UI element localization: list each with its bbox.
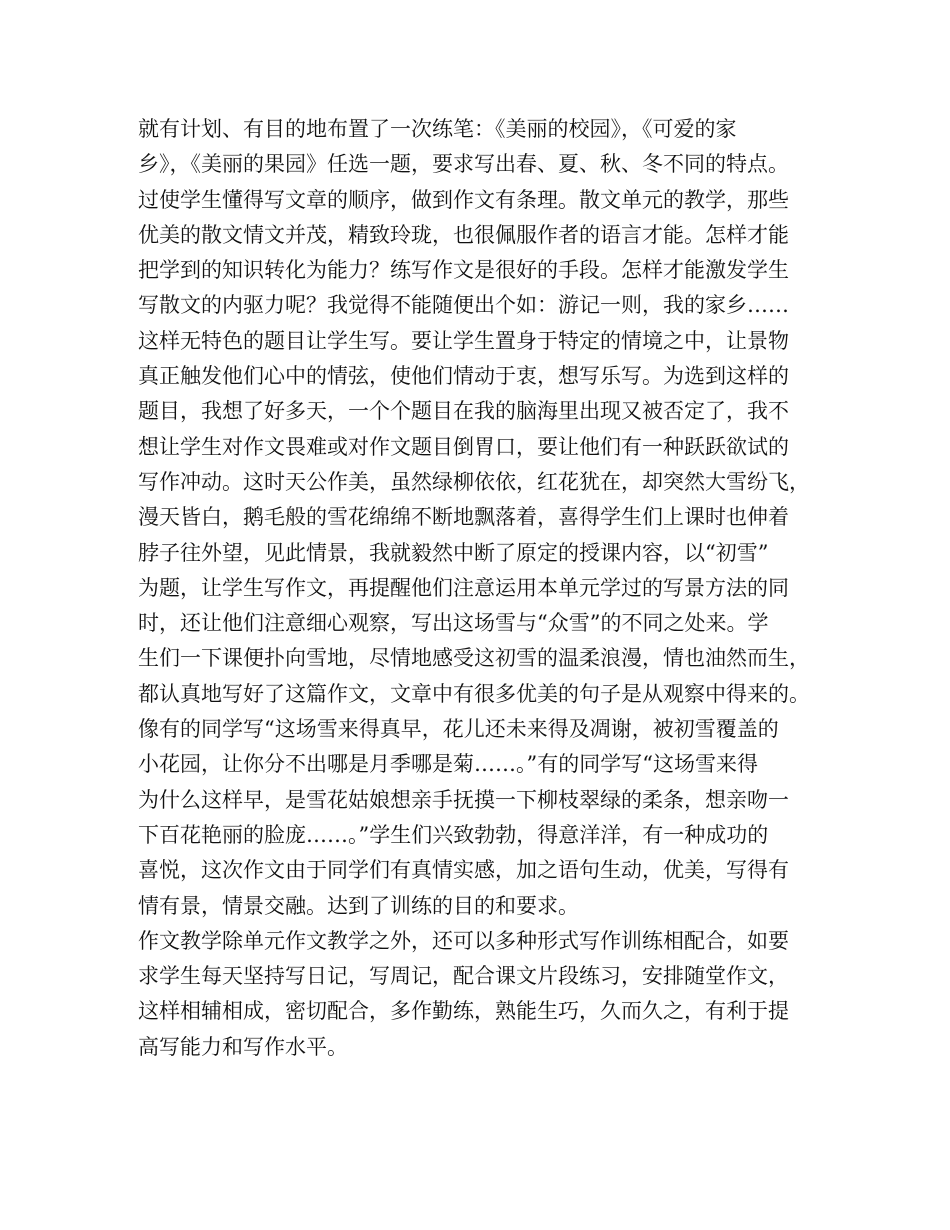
text-line: 喜悦，这次作文由于同学们有真情实感，加之语句生动，优美，写得有 [138,858,789,883]
text-line: 像有的同学写“这场雪来得真早，花儿还未来得及凋谢，被初雪覆盖的 [138,717,779,742]
text-line: 都认真地写好了这篇作文，文章中有很多优美的句子是从观察中得来的。 [138,681,810,706]
text-line: 优美的散文情文并茂，精致玲珑，也很佩服作者的语言才能。怎样才能 [138,222,789,247]
text-line: 时，还让他们注意细心观察，写出这场雪与“众雪”的不同之处来。学 [138,611,769,636]
text-line: 情有景，情景交融。达到了训练的目的和要求。 [138,893,579,918]
text-line: 下百花艳丽的脸庞……。”学生们兴致勃勃，得意洋洋，有一种成功的 [138,822,769,847]
text-line: 乡》，《美丽的果园》任选一题，要求写出春、夏、秋、冬不同的特点。 [138,152,789,177]
text-line: 漫天皆白，鹅毛般的雪花绵绵不断地飘落着，喜得学生们上课时也伸着 [138,505,789,530]
text-line: 想让学生对作文畏难或对作文题目倒胃口，要让他们有一种跃跃欲试的 [138,434,789,459]
text-line: 作文教学除单元作文教学之外，还可以多种形式写作训练相配合，如要 [138,928,789,953]
text-line: 写作冲动。这时天公作美，虽然绿柳依依，红花犹在，却突然大雪纷飞， [138,469,810,494]
text-line: 求学生每天坚持写日记，写周记，配合课文片段练习，安排随堂作文， [138,964,789,989]
text-line: 这样无特色的题目让学生写。要让学生置身于特定的情境之中，让景物 [138,328,789,353]
text-line: 生们一下课便扑向雪地，尽情地感受这初雪的温柔浪漫，情也油然而生， [138,646,810,671]
text-line: 高写能力和写作水平。 [138,1034,348,1059]
text-line: 这样相辅相成，密切配合，多作勤练，熟能生巧，久而久之，有利于提 [138,999,789,1024]
text-line: 真正触发他们心中的情弦，使他们情动于衷，想写乐写。为选到这样的 [138,364,789,389]
text-line: 就有计划、有目的地布置了一次练笔：《美丽的校园》，《可爱的家 [138,117,737,141]
text-line: 把学到的知识转化为能力？练写作文是很好的手段。怎样才能激发学生 [138,258,789,283]
text-line: 脖子往外望，见此情景，我就毅然中断了原定的授课内容，以“初雪” [138,540,769,565]
text-line: 写散文的内驱力呢？我觉得不能随便出个如：游记一则，我的家乡…… [138,293,789,318]
text-line: 题目，我想了好多天，一个个题目在我的脑海里出现又被否定了，我不 [138,399,789,424]
text-line: 过使学生懂得写文章的顺序，做到作文有条理。散文单元的教学，那些 [138,187,789,212]
text-line: 为什么这样早，是雪花姑娘想亲手抚摸一下柳枝翠绿的柔条，想亲吻一 [138,787,789,812]
text-line: 小花园，让你分不出哪是月季哪是菊……。”有的同学写“这场雪来得 [138,752,758,777]
text-line: 为题，让学生写作文，再提醒他们注意运用本单元学过的写景方法的同 [138,575,789,600]
document-body [138,112,828,1065]
